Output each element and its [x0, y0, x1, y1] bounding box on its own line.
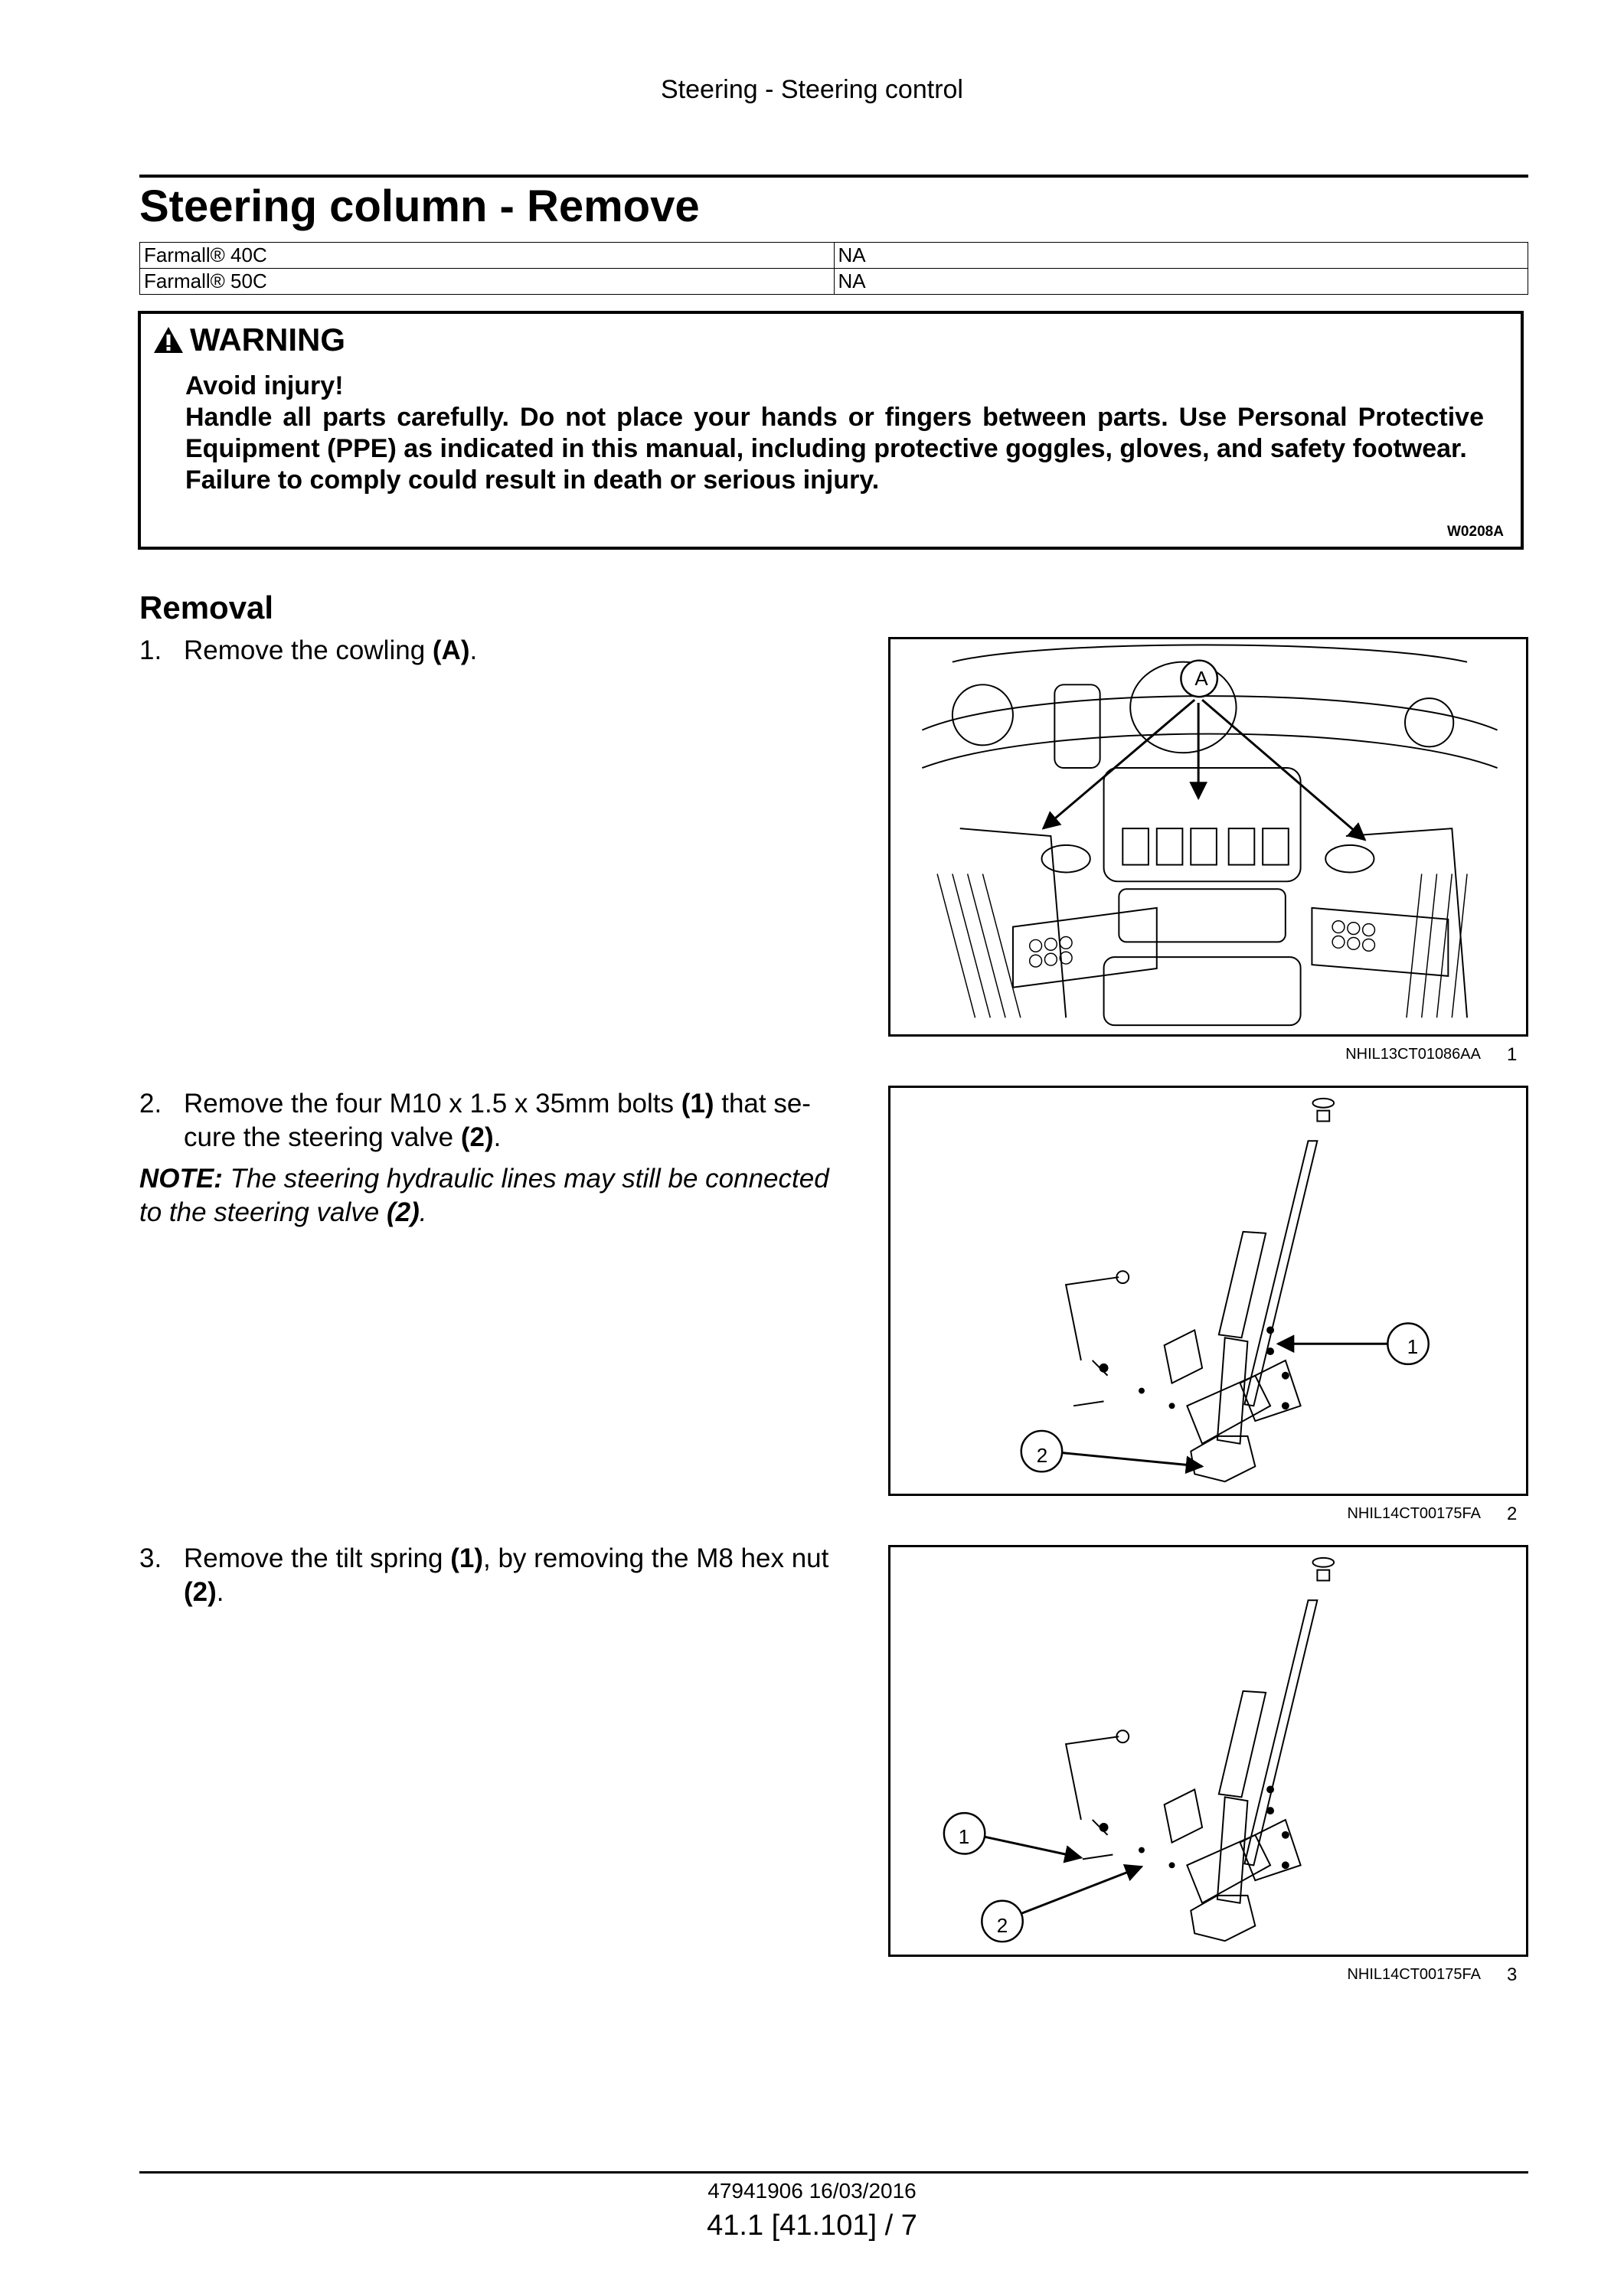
model-cell: Farmall® 50C [140, 269, 835, 295]
figure-number: 1 [1507, 1044, 1518, 1065]
table-row [140, 269, 1528, 295]
callout-ref: (1) [450, 1543, 483, 1573]
tilt-spring-illustration [890, 1547, 1526, 1955]
step-text-part: cure the steering valve [184, 1122, 461, 1152]
warning-heading-text: WARNING [190, 322, 345, 358]
figure-caption: NHIL13CT01086AA [1345, 1046, 1481, 1063]
warning-heading [153, 322, 345, 358]
footer-rule [139, 2171, 1528, 2174]
figure-2-steering-column [888, 1086, 1528, 1496]
value-cell: NA [834, 243, 1528, 269]
title-rule [139, 175, 1528, 178]
callout-ref: (2) [184, 1577, 217, 1607]
note-text: . [419, 1197, 427, 1227]
step-number: 3. [139, 1543, 162, 1573]
step-text-part: Remove the tilt spring [184, 1543, 451, 1573]
callout-ref: (2) [460, 1122, 494, 1152]
callout-ref: (1) [681, 1089, 714, 1119]
note-text: The steering hydraulic lines may still be connected [222, 1164, 829, 1194]
step-text [184, 1087, 811, 1155]
note-label: NOTE: [139, 1164, 223, 1194]
note-text: to the steering valve [139, 1197, 387, 1227]
steering-column-illustration [890, 1088, 1526, 1494]
callout-label: A [1194, 667, 1208, 690]
warning-body [185, 371, 1484, 496]
value-cell: NA [834, 269, 1528, 295]
step-3 [139, 1542, 867, 1611]
figure-1-dashboard [888, 637, 1528, 1037]
model-cell: Farmall® 40C [140, 243, 835, 269]
figure-number: 3 [1507, 1965, 1518, 1985]
warning-triangle-icon [153, 326, 184, 354]
callout-ref: (2) [386, 1197, 420, 1227]
note [139, 1162, 867, 1230]
step-number: 1. [139, 635, 162, 665]
step-number: 2. [139, 1089, 162, 1119]
step-text-part: . [216, 1577, 224, 1607]
warning-line-2: Handle all parts carefully. Do not place your hands or fingers between parts. Use Personal Protective Equipment (PPE) as indicated in this manual, including protective goggles, gloves, and safety footwear. [185, 403, 1484, 463]
callout-label: 1 [1407, 1335, 1419, 1358]
step-2 [139, 1087, 867, 1156]
figure-caption: NHIL14CT00175FA [1347, 1966, 1481, 1983]
warning-code: W0208A [1447, 524, 1504, 540]
warning-line-1: Avoid injury! [185, 371, 344, 400]
step-text-part: Remove the four M10 x 1.5 x 35mm bolts [184, 1089, 681, 1119]
callout-label: 2 [1036, 1444, 1048, 1467]
figure-3-tilt-spring [888, 1545, 1528, 1957]
warning-line-3: Failure to comply could result in death or serious injury. [185, 465, 880, 495]
section-title: Removal [139, 590, 274, 625]
model-table [139, 242, 1528, 295]
step-text-part: . [469, 635, 478, 665]
step-text-part: . [493, 1122, 502, 1152]
step-text-part: Remove the cowling [184, 635, 433, 665]
table-row [140, 243, 1528, 269]
figure-number: 2 [1507, 1504, 1518, 1524]
step-text-part: , by removing the M8 hex nut [483, 1543, 829, 1573]
running-header: Steering - Steering control [661, 75, 963, 104]
document-number: 47941906 16/03/2016 [707, 2179, 917, 2203]
callout-label: 1 [958, 1825, 970, 1848]
figure-caption: NHIL14CT00175FA [1347, 1505, 1481, 1522]
step-text [184, 634, 477, 668]
callout-label: 2 [996, 1914, 1008, 1937]
step-text-part: that se- [714, 1089, 811, 1119]
step-text [184, 1542, 828, 1609]
callout-ref: (A) [432, 635, 470, 665]
page-title: Steering column - Remove [139, 181, 700, 231]
dashboard-illustration [890, 639, 1526, 1034]
page-reference: 41.1 [41.101] / 7 [707, 2209, 917, 2242]
